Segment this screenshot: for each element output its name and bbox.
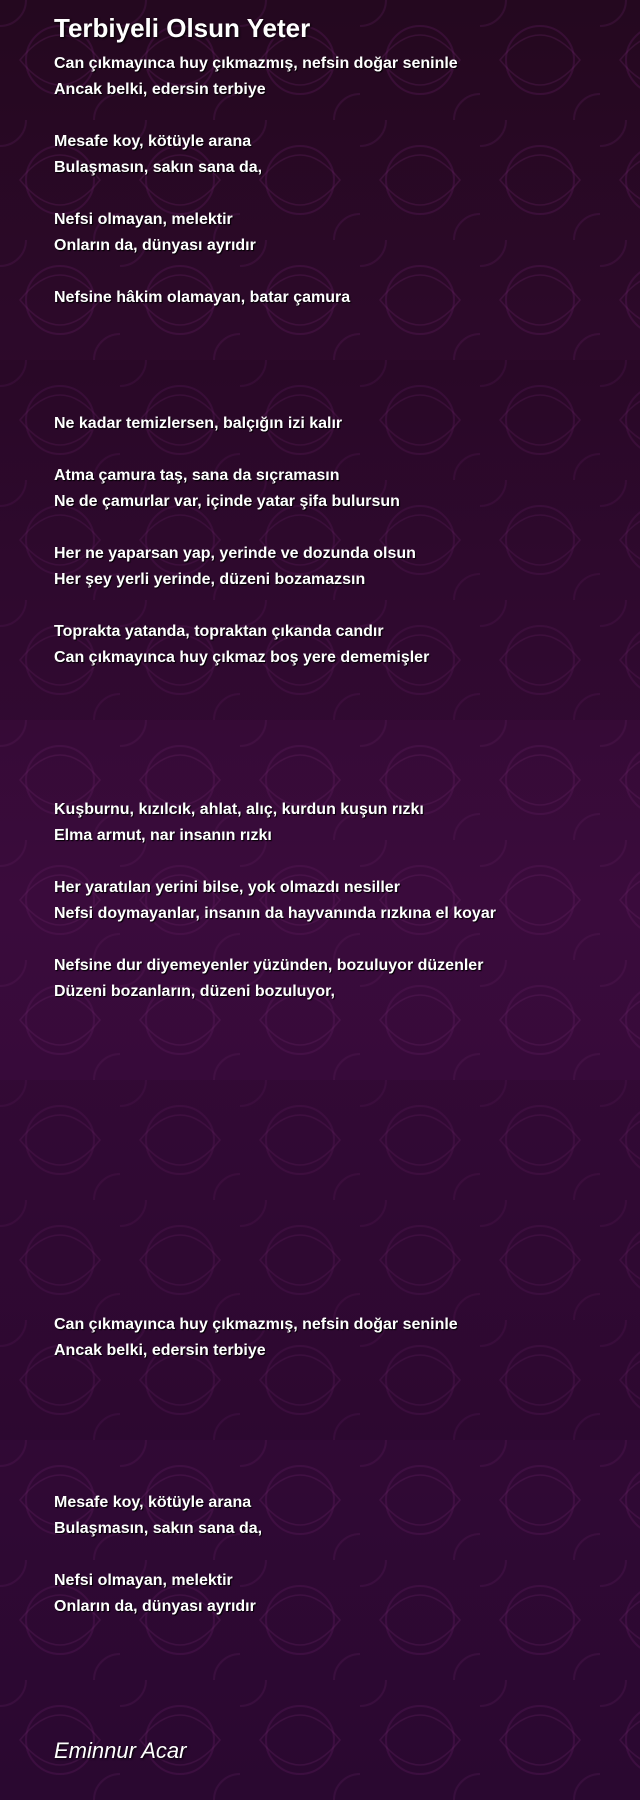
poem-line: Ancak belki, edersin terbiye [54,1342,266,1359]
poem-line: Bulaşmasın, sakın sana da, [54,159,263,176]
poem-line: Nefsine dur diyemeyenler yüzünden, bozuluyor düzenler [54,957,484,974]
poem-line: Her şey yerli yerinde, düzeni bozamazsın [54,571,366,588]
poem-line: Nefsine hâkim olamayan, batar çamura [54,289,351,306]
poem-line: Bulaşmasın, sakın sana da, [54,1520,263,1537]
poem-line: Ne kadar temizlersen, balçığın izi kalır [54,415,343,432]
poem-title: Terbiyeli Olsun Yeter [54,13,311,43]
poem-line: Elma armut, nar insanın rızkı [54,827,272,844]
poem-line: Her ne yaparsan yap, yerinde ve dozunda olsun [54,545,416,562]
poem-line: Düzeni bozanların, düzeni bozuluyor, [54,983,335,1000]
poem-line: Nefsi doymayanlar, insanın da hayvanında rızkına el koyar [54,905,496,922]
poem-line: Onların da, dünyası ayrıdır [54,1598,256,1615]
poem-line: Mesafe koy, kötüyle arana [54,133,252,150]
poem-line: Nefsi olmayan, melektir [54,211,233,228]
poem-author: Eminnur Acar [54,1738,187,1763]
poem-line: Ancak belki, edersin terbiye [54,81,266,98]
poem-line: Atma çamura taş, sana da sıçramasın [54,467,340,484]
poem-line: Nefsi olmayan, melektir [54,1572,233,1589]
poem-line: Onların da, dünyası ayrıdır [54,237,256,254]
poem-line: Ne de çamurlar var, içinde yatar şifa bulursun [54,493,400,510]
poem-line: Can çıkmayınca huy çıkmazmış, nefsin doğar seninle [54,55,458,72]
poem-line: Can çıkmayınca huy çıkmaz boş yere dememişler [54,649,430,666]
poem-line: Mesafe koy, kötüyle arana [54,1494,252,1511]
poem-line: Her yaratılan yerini bilse, yok olmazdı nesiller [54,879,400,896]
poem-line: Toprakta yatanda, topraktan çıkanda candır [54,623,384,640]
poem-line: Can çıkmayınca huy çıkmazmış, nefsin doğar seninle [54,1316,458,1333]
poem-line: Kuşburnu, kızılcık, ahlat, alıç, kurdun kuşun rızkı [54,801,424,818]
